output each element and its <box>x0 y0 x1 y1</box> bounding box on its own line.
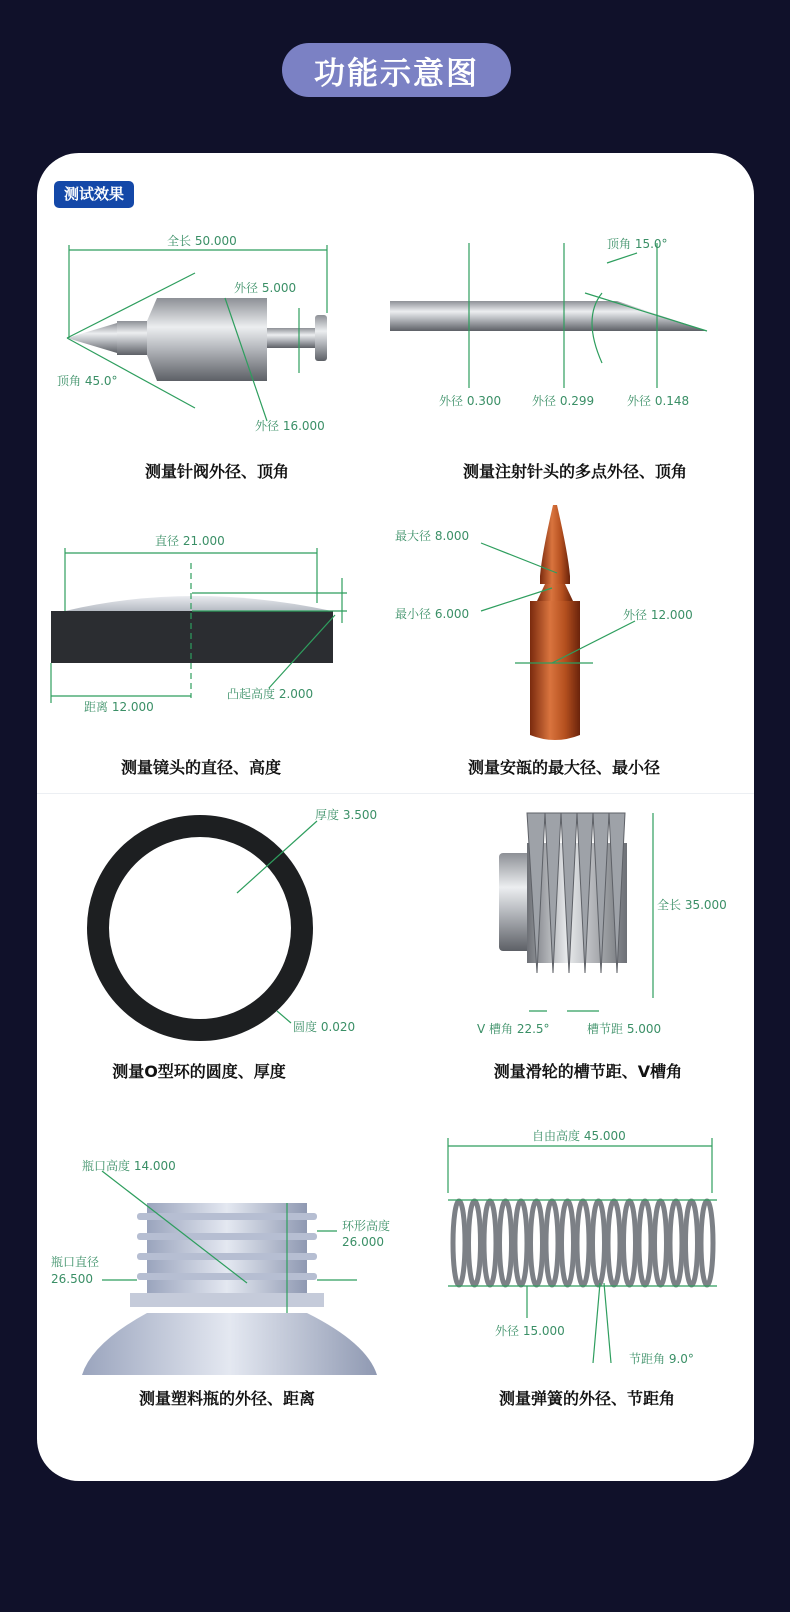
spring-pitch-angle-label: 节距角 9.0° <box>629 1352 694 1366</box>
lens-height-label: 凸起高度 2.000 <box>227 687 314 701</box>
spring-coil <box>469 1201 481 1285</box>
o-ring-figure <box>98 821 317 1030</box>
bottle-neck-height-label: 瓶口高度 14.000 <box>82 1159 176 1173</box>
needle-valve-figure <box>67 245 327 421</box>
diagram-card <box>37 153 754 1481</box>
lens-distance-label: 距离 12.000 <box>84 700 154 714</box>
caption-needle-valve: 测量针阀外径、顶角 <box>144 462 289 481</box>
bottle-neck-diameter-value: 26.500 <box>51 1272 93 1286</box>
caption-pulley: 测量滑轮的槽节距、V槽角 <box>493 1062 683 1081</box>
spring-coil <box>577 1201 589 1285</box>
spring-od-label: 外径 15.000 <box>495 1324 565 1338</box>
ampoule-od-label: 外径 12.000 <box>623 608 693 622</box>
spring-coil <box>593 1201 605 1285</box>
spring-coil <box>608 1201 620 1285</box>
caption-o-ring: 测量O型环的圆度、厚度 <box>112 1062 286 1081</box>
spring-coil <box>515 1201 527 1285</box>
spring-coil <box>546 1201 558 1285</box>
syringe-needle-figure <box>390 243 707 388</box>
needle-valve-angle-label: 顶角 45.0° <box>57 374 118 388</box>
diagram-canvas <box>37 153 754 1481</box>
ampoule-min-label: 最小径 6.000 <box>395 607 470 621</box>
spring-coil <box>624 1201 636 1285</box>
ampoule-max-label: 最大径 8.000 <box>395 529 470 543</box>
caption-lens: 测量镜头的直径、高度 <box>120 758 281 777</box>
pulley-pitch-label: 槽节距 5.000 <box>587 1022 662 1036</box>
spring-coil <box>500 1201 512 1285</box>
bottle-ring-height-label: 环形高度 <box>342 1219 391 1233</box>
o-ring-thickness-label: 厚度 3.500 <box>315 808 378 822</box>
syringe-od3-label: 外径 0.148 <box>627 394 690 408</box>
caption-ampoule: 测量安瓿的最大径、最小径 <box>467 758 660 777</box>
syringe-od1-label: 外径 0.300 <box>439 394 502 408</box>
spring-coil <box>639 1201 651 1285</box>
spring-coil <box>531 1201 543 1285</box>
spring-free-height-label: 自由高度 45.000 <box>532 1129 626 1143</box>
bottle-figure <box>82 1171 377 1375</box>
test-result-badge: 测试效果 <box>54 181 134 208</box>
caption-syringe-needle: 测量注射针头的多点外径、顶角 <box>462 462 687 481</box>
pulley-angle-label: V 槽角 22.5° <box>477 1022 550 1036</box>
caption-spring: 测量弹簧的外径、节距角 <box>498 1389 675 1408</box>
lens-figure <box>51 548 347 703</box>
spring-coil <box>453 1201 465 1285</box>
needle-valve-length-label: 全长 50.000 <box>167 234 237 248</box>
needle-valve-small-od-label: 外径 5.000 <box>234 281 297 295</box>
syringe-od2-label: 外径 0.299 <box>532 394 595 408</box>
spring-coil <box>686 1201 698 1285</box>
spring-coil <box>484 1201 496 1285</box>
spring-coil <box>562 1201 574 1285</box>
spring-coil <box>670 1201 682 1285</box>
page-title: 功能示意图 <box>282 43 511 97</box>
pulley-figure <box>499 813 653 1011</box>
spring-figure <box>448 1138 717 1363</box>
bottle-neck-diameter-label: 瓶口直径 <box>51 1255 100 1269</box>
spring-coil <box>701 1201 713 1285</box>
needle-valve-large-od-label: 外径 16.000 <box>255 419 325 433</box>
o-ring-roundness-label: 圆度 0.020 <box>293 1020 356 1034</box>
pulley-length-label: 全长 35.000 <box>657 898 727 912</box>
ampoule-figure <box>481 505 635 740</box>
syringe-angle-label: 顶角 15.0° <box>607 237 668 251</box>
caption-bottle: 测量塑料瓶的外径、距离 <box>138 1389 315 1408</box>
spring-coil <box>655 1201 667 1285</box>
bottle-ring-height-value: 26.000 <box>342 1235 384 1249</box>
lens-diameter-label: 直径 21.000 <box>155 534 225 548</box>
